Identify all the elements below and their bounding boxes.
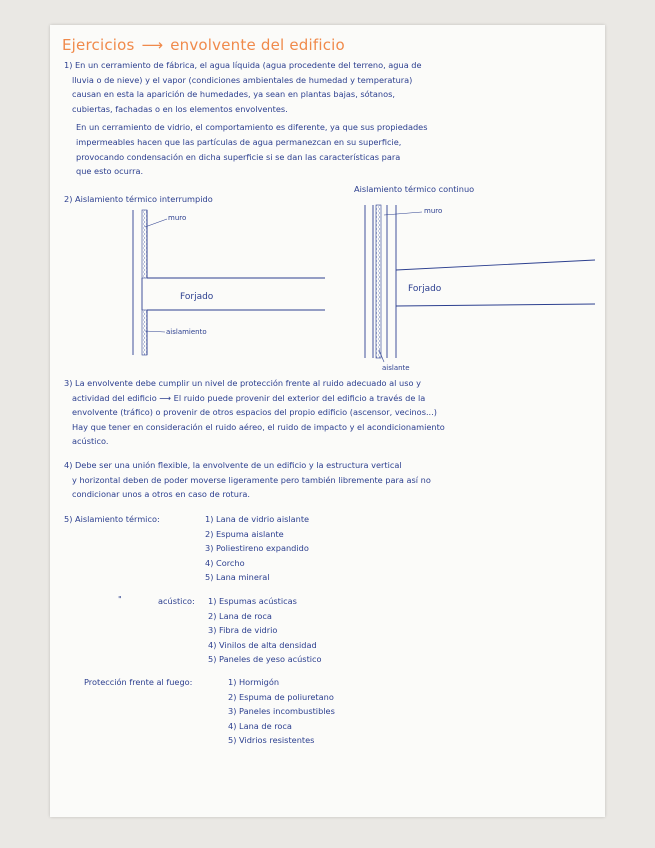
q3-line: 3) La envolvente debe cumplir un nivel de protección frente al ruido adecuado al uso y [64, 378, 421, 388]
q1-line: En un cerramiento de vidrio, el comportamiento es diferente, ya que sus propiedades [76, 122, 428, 133]
q3-line: acústico. [72, 436, 109, 447]
question-3 [64, 376, 445, 449]
q5-ditto-mark: " [118, 594, 122, 604]
q5-fuego-label: Protección frente al fuego: [84, 677, 193, 687]
q1-line: impermeables hacen que las partículas de agua permanezcan en su superficie, [76, 136, 402, 147]
label-muro-right: muro [424, 207, 443, 215]
label-aislamiento-left: aislamiento [166, 328, 207, 336]
list-item: 5) Vidrios resistentes [228, 735, 315, 746]
list-item: 1) Espumas acústicas [208, 596, 297, 606]
insulation-continuous [376, 205, 381, 358]
q1-line: provocando condensación en dicha superficie si se dan las características para [76, 151, 401, 162]
title-left: Ejercicios [62, 36, 135, 54]
title-arrow: ⟶ [141, 36, 164, 54]
label-forjado-right: Forjado [408, 284, 442, 294]
diagram-interrupted [125, 205, 325, 365]
diagram-continuous [360, 200, 600, 365]
q2-right-title: Aislamiento térmico continuo [354, 184, 475, 194]
list-item: 4) Vinilos de alta densidad [208, 639, 317, 650]
label-muro-left: muro [168, 214, 187, 222]
q5-acustico-list [208, 594, 322, 667]
list-item: 2) Lana de roca [208, 610, 272, 621]
list-item: 1) Lana de vidrio aislante [205, 514, 310, 524]
q3-line: envolvente (tráfico) o provenir de otros espacios del propio edificio (ascensor, vecinos...) [72, 407, 437, 418]
insulation-upper [142, 210, 147, 278]
q3-line: actividad del edificio ⟶ El ruido puede provenir del exterior del edificio a través de la [72, 392, 426, 403]
insulation-lower [142, 310, 147, 355]
q3-line: Hay que tener en consideración el ruido aéreo, el ruido de impacto y el acondicionamiento [72, 421, 445, 432]
q4-line: condicionar unos a otros en caso de rotura. [72, 489, 250, 500]
q5-termico-list [205, 512, 309, 585]
q1-line: 1) En un cerramiento de fábrica, el agua líquida (agua procedente del terreno, agua de [64, 60, 422, 70]
label-forjado-left: Forjado [180, 292, 214, 302]
list-item: 3) Poliestireno expandido [205, 543, 309, 554]
list-item: 2) Espuma de poliuretano [228, 691, 334, 702]
list-item: 5) Paneles de yeso acústico [208, 654, 322, 665]
list-item: 4) Corcho [205, 557, 245, 568]
list-item: 3) Paneles incombustibles [228, 706, 335, 717]
question-4 [64, 458, 431, 502]
q5-fuego-list [228, 675, 335, 748]
list-item: 1) Hormigón [228, 677, 280, 687]
list-item: 2) Espuma aislante [205, 528, 284, 539]
page-title [62, 36, 345, 54]
q4-line: 4) Debe ser una unión flexible, la envolvente de un edificio y la estructura vertical [64, 460, 402, 470]
q4-line: y horizontal deben de poder moverse ligeramente pero también libremente para así no [72, 474, 431, 485]
list-item: 3) Fibra de vidrio [208, 625, 278, 636]
q1-line: lluvia o de nieve) y el vapor (condiciones ambientales de humedad y temperatura) [72, 74, 413, 85]
q5-acustico-label: acústico: [158, 596, 195, 606]
q1-line: causan en esta la aparición de humedades, ya sean en plantas bajas, sótanos, [72, 89, 395, 100]
q2-left-title: 2) Aislamiento térmico interrumpido [64, 194, 213, 204]
list-item: 5) Lana mineral [205, 572, 270, 583]
question-1 [64, 58, 428, 179]
q1-line: cubiertas, fachadas o en los elementos envolventes. [72, 103, 288, 114]
title-right: envolvente del edificio [170, 36, 345, 54]
q5-termico-label: 5) Aislamiento térmico: [64, 514, 160, 524]
label-aislante-right: aislante [382, 364, 410, 372]
q1-line: que esto ocurra. [76, 166, 144, 177]
list-item: 4) Lana de roca [228, 720, 292, 731]
